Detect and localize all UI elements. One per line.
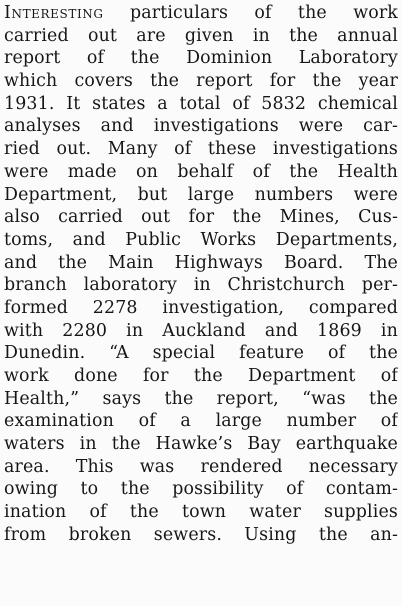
article-line: from broken sewers. Using the an-	[4, 524, 398, 545]
article-line: ried out. Many of these investigations	[4, 139, 398, 160]
article-line: 1931. It states a total of 5832 chemical	[4, 93, 398, 114]
article-line: area. This was rendered necessary	[4, 456, 398, 477]
article-line: which covers the report for the year	[4, 71, 398, 92]
article-line: were made on behalf of the Health	[4, 161, 398, 182]
article-line: branch laboratory in Christchurch per-	[4, 275, 398, 296]
first-line-text: particulars of the work	[129, 3, 398, 23]
article-line: waters in the Hawke’s Bay earthquake	[4, 434, 398, 455]
article-line: toms, and Public Works Departments,	[4, 229, 398, 250]
article-line: also carried out for the Mines, Cus-	[4, 207, 398, 228]
article-line: formed 2278 investigation, compared	[4, 297, 398, 318]
article-line: report of the Dominion Laboratory	[4, 48, 398, 69]
article-line: examination of a large number of	[4, 411, 398, 432]
article-line: ination of the town water supplies	[4, 502, 398, 523]
article-line: Health,” says the report, “was the	[4, 388, 398, 409]
lead-word: Interesting	[4, 3, 104, 23]
article-line: analyses and investigations were car-	[4, 116, 398, 137]
article-line-1	[4, 2, 398, 25]
article-line: Department, but large numbers were	[4, 184, 398, 205]
article-line: and the Main Highways Board. The	[4, 252, 398, 273]
article-line: with 2280 in Auckland and 1869 in	[4, 320, 398, 341]
article-line: carried out are given in the annual	[4, 25, 398, 46]
article-line: owing to the possibility of contam-	[4, 479, 398, 500]
article-column	[4, 2, 398, 547]
article-line: Dunedin. “A special feature of the	[4, 343, 398, 364]
article-line: work done for the Department of	[4, 366, 398, 386]
